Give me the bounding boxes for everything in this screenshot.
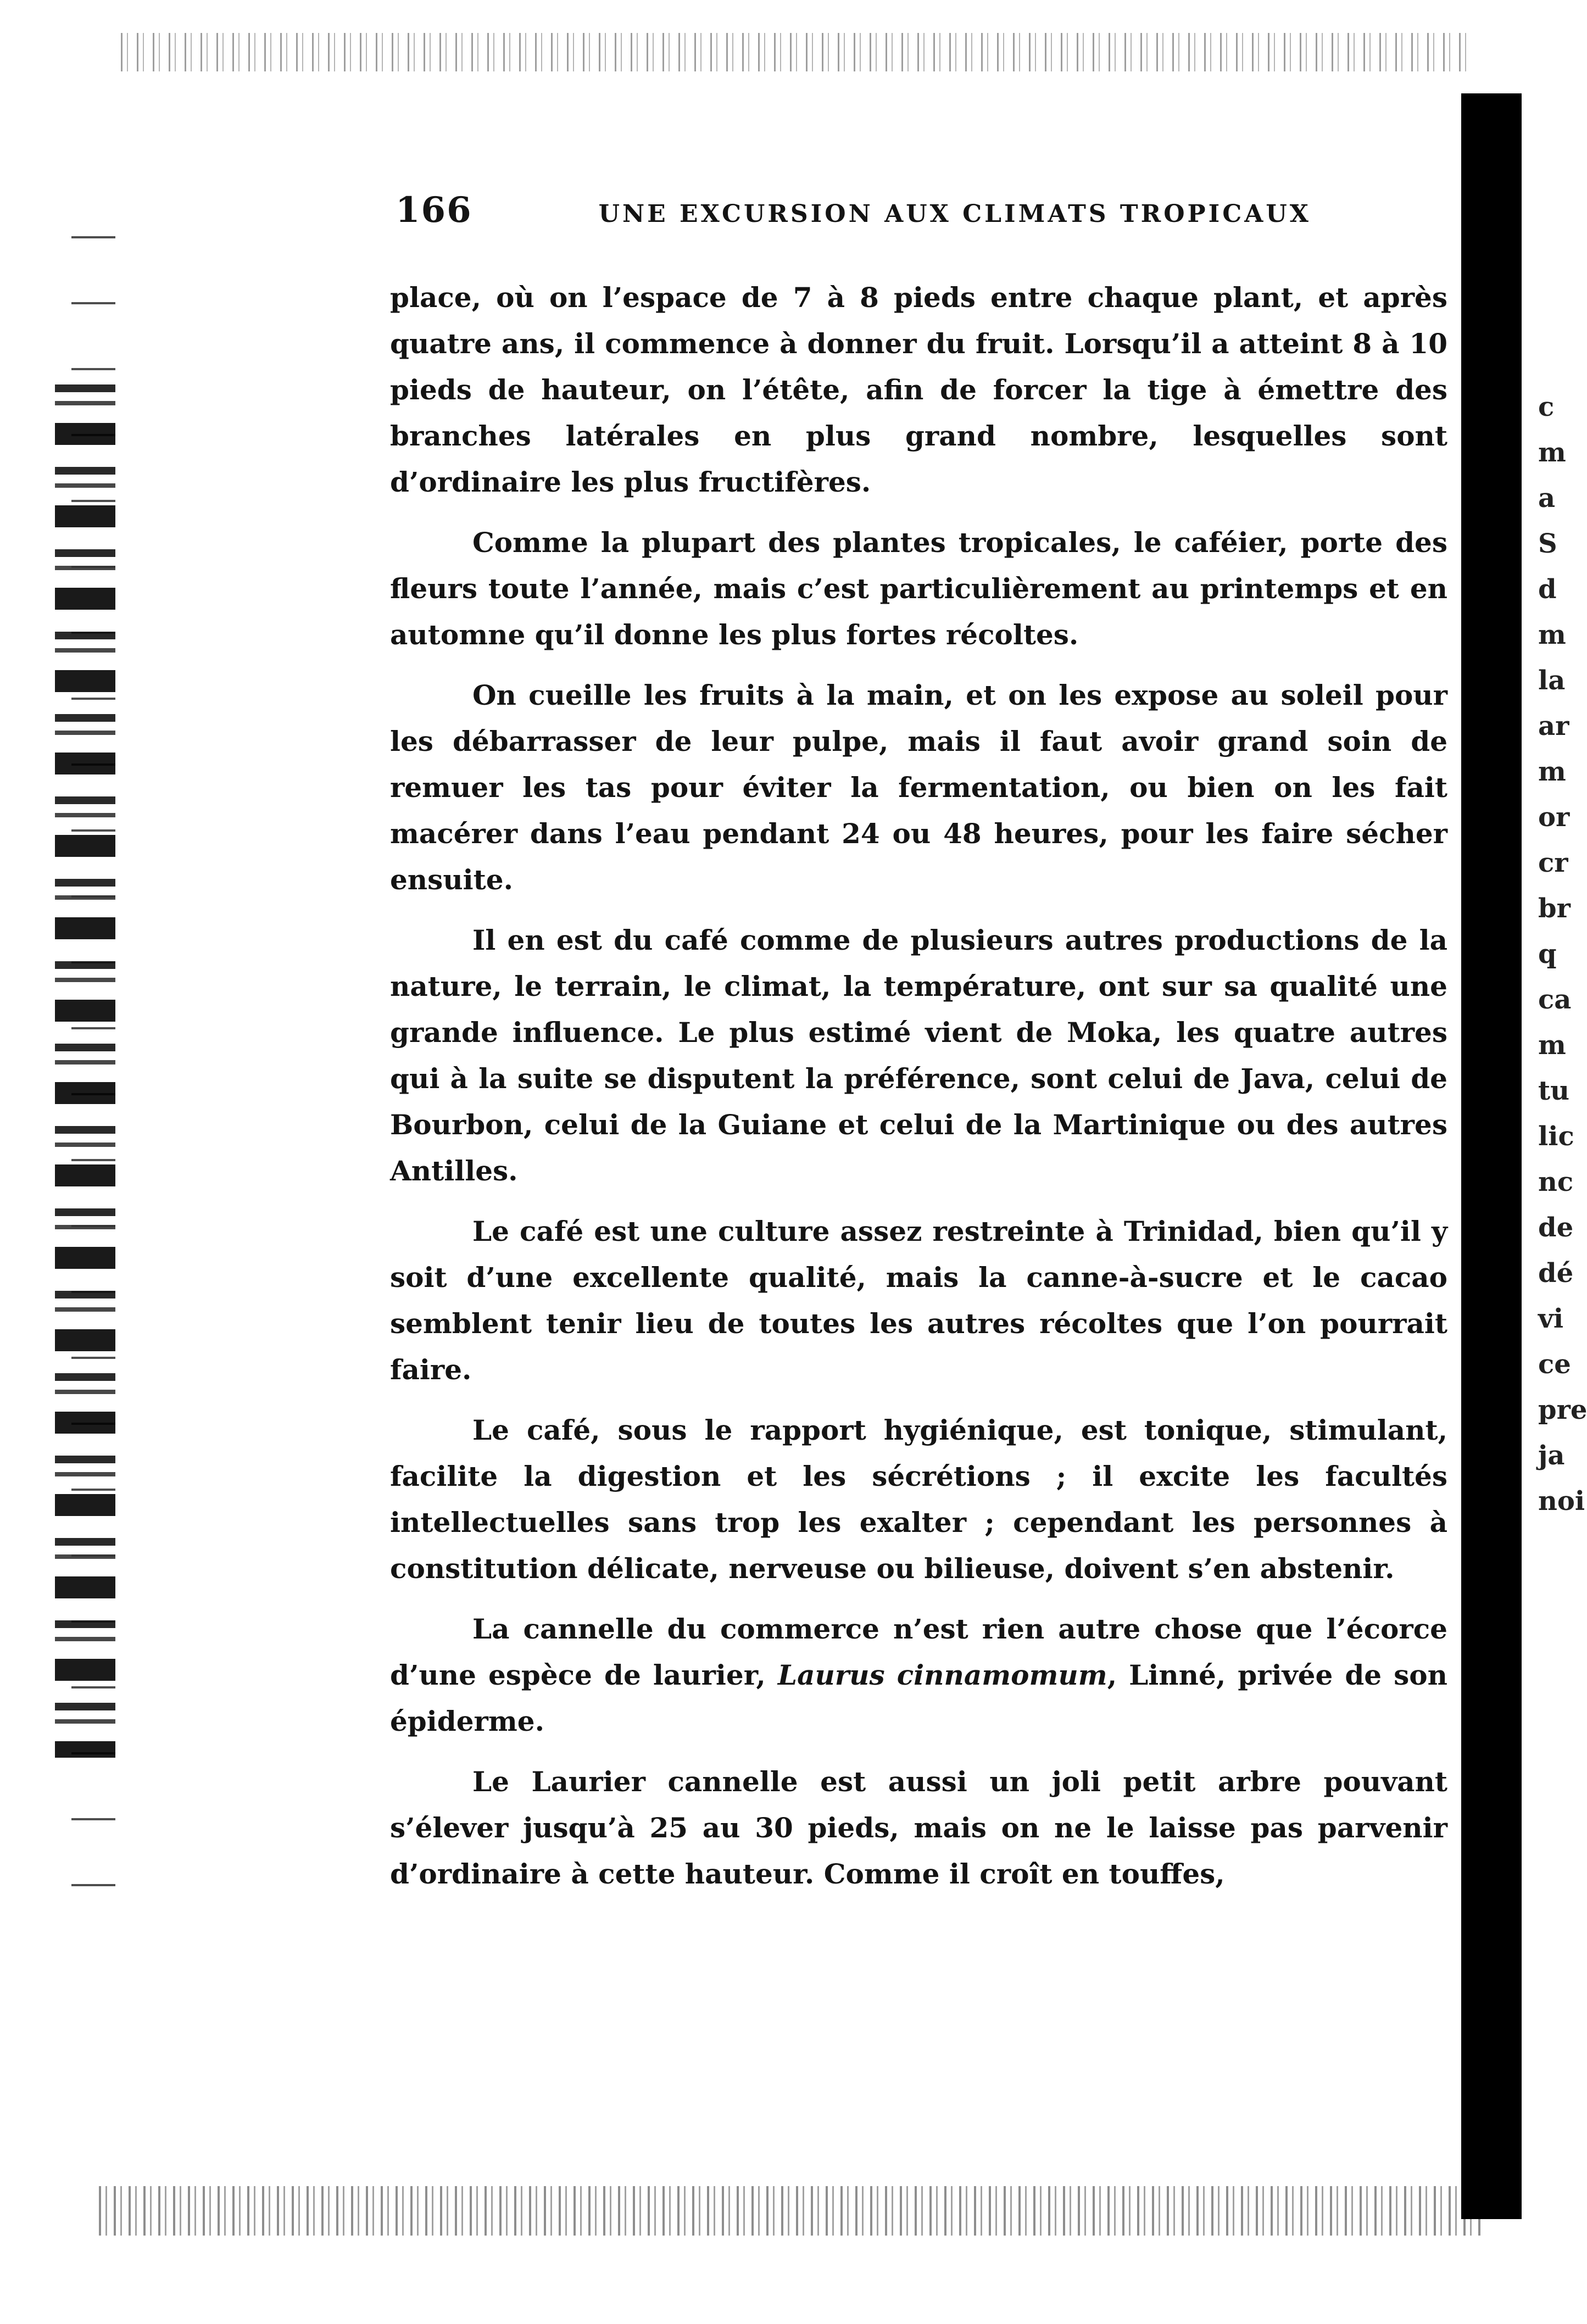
paragraph: Comme la plupart des plantes tropicales, le caféier, porte des fleurs toute l’année, mais c’est particulièrement au printemps et en automne qu’il donne les plus fortes récoltes. [390, 526, 1447, 651]
book-spine-shadow [1461, 93, 1522, 2219]
paragraph: Il en est du café comme de plusieurs autres productions de la nature, le terrain, le climat, la température, ont sur sa qualité une grande influence. Le plus estimé vient de Moka, les quatre autres qui à la suite se disputent la préférence, sont celui de Java, celui de Bourbon, celui de la Guiane et celui de la Martinique ou des autres Antilles. [390, 924, 1447, 1187]
scan-noise-top [121, 33, 1472, 71]
facing-page-fragment: noi [1538, 1486, 1585, 1517]
facing-page-fragment: de [1538, 1212, 1574, 1243]
page-header [396, 190, 1450, 239]
running-head: UNE EXCURSION AUX CLIMATS TROPICAUX [598, 200, 1311, 228]
facing-page-fragment: cr [1538, 848, 1568, 878]
paragraph: Le café est une culture assez restreinte à Trinidad, bien qu’il y soit d’une excellente qualité, mais la canne-à-sucre et le cacao semblent tenir lieu de toutes les autres récoltes que l’on pourrait faire. [390, 1215, 1447, 1386]
paragraph: place, où on l’espace de 7 à 8 pieds entre chaque plant, et après quatre ans, il commence à donner du fruit. Lorsqu’il a atteint 8 à 10 pieds de hauteur, on l’étête, afin de forcer la tige à émettre des branches latérales en plus grand nombre, lesquelles sont d’ordinaire les plus fructifères. [390, 281, 1447, 498]
facing-page-fragment: m [1538, 756, 1566, 787]
facing-page-fragment: la [1538, 665, 1566, 696]
facing-page-fragment: q [1538, 939, 1557, 969]
facing-page-fragment: c [1538, 392, 1555, 422]
body-text [390, 275, 1447, 1911]
paragraph: Le café, sous le rapport hygiénique, est tonique, stimulant, facilite la digestion et les sécrétions ; il excite les facultés intellectuelles sans trop les exalter ; cependant les personnes à constitution délicate, nerveuse ou bilieuse, doivent s’en abstenir. [390, 1414, 1447, 1585]
facing-page-fragment: d [1538, 574, 1557, 605]
page-number: 166 [396, 190, 472, 231]
paragraph-cinnamon [390, 1606, 1447, 1745]
facing-page-fragment: tu [1538, 1075, 1570, 1106]
facing-page-fragment: ja [1538, 1440, 1565, 1471]
facing-page-fragment: nc [1538, 1167, 1574, 1197]
paragraph: On cueille les fruits à la main, et on les expose au soleil pour les débarrasser de leur pulpe, mais il faut avoir grand soin de remuer les tas pour éviter la fermentation, ou bien on les fait macérer dans l’eau pendant 24 ou 48 heures, pour les faire sécher ensuite. [390, 679, 1447, 896]
facing-page-fragment: dé [1538, 1258, 1574, 1289]
facing-page-fragments [1538, 384, 1587, 2142]
facing-page-fragment: m [1538, 437, 1566, 468]
facing-page-fragment: pre [1538, 1395, 1587, 1425]
facing-page-fragment: m [1538, 620, 1566, 650]
facing-page-fragment: br [1538, 893, 1571, 924]
paragraph: Le Laurier cannelle est aussi un joli petit arbre pouvant s’élever jusqu’à 25 au 30 pieds, mais on ne le laisse pas parvenir d’ordinaire à cette hauteur. Comme il croît en touffes, [390, 1765, 1447, 1890]
facing-page-fragment: ca [1538, 984, 1572, 1015]
paragraph-text: La cannelle du commerce n’est rien autre chose que l’écorce d’une espèce de laurier, [390, 1613, 1447, 1691]
facing-page-fragment: vi [1538, 1303, 1564, 1334]
facing-page-fragment: m [1538, 1030, 1566, 1061]
paragraph-text: , Linné, privée de son épiderme. [390, 1659, 1448, 1737]
facing-page-fragment: ce [1538, 1349, 1571, 1380]
latin-name: Laurus cinnamomum [777, 1659, 1107, 1691]
facing-page-fragment: a [1538, 483, 1556, 514]
facing-page-fragment: lic [1538, 1121, 1574, 1152]
scan-edge-left [55, 384, 115, 1758]
facing-page-fragment: ar [1538, 711, 1569, 742]
facing-page-fragment: S [1538, 528, 1557, 559]
facing-page-fragment: or [1538, 802, 1570, 833]
scan-noise-bottom [99, 2186, 1483, 2236]
